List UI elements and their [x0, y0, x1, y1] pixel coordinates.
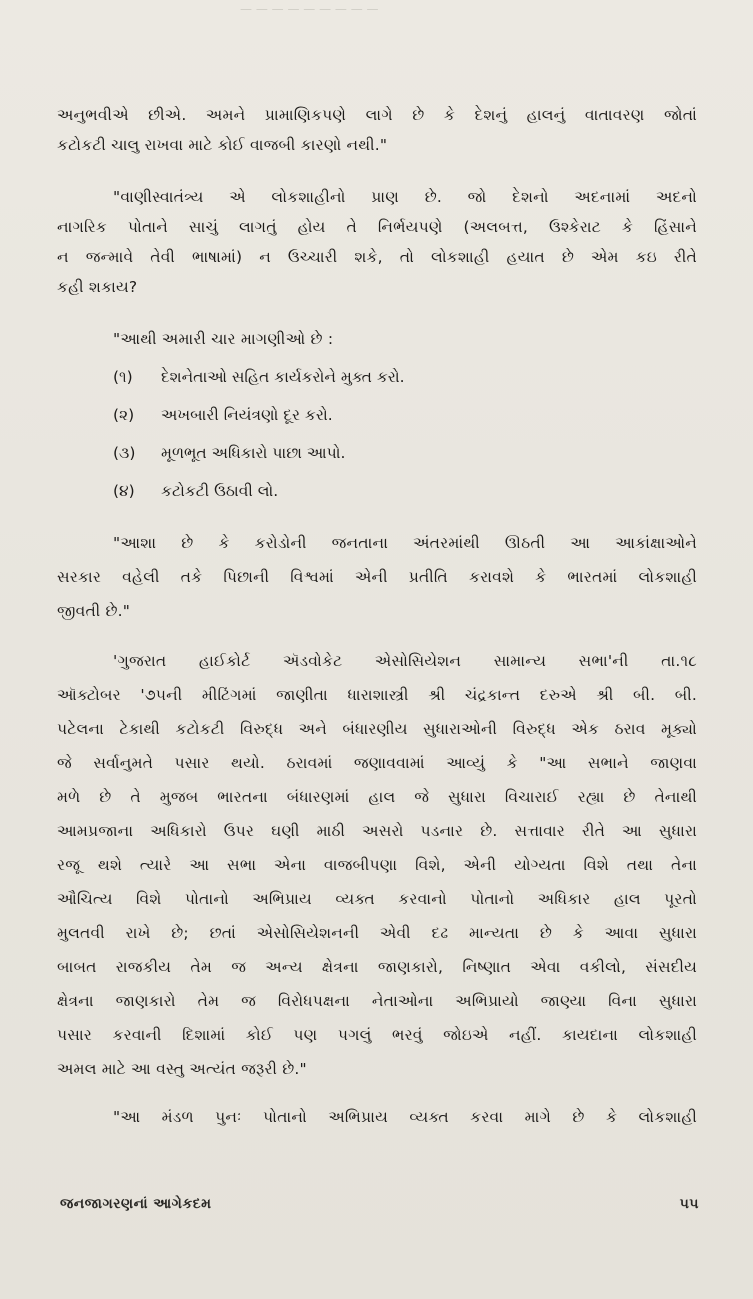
text-line: ઔચિત્ય વિશે પોતાનો અભિપ્રાય વ્યક્ત કરવાનો પોતાનો અધિકાર હાલ પૂરતો [57, 890, 697, 908]
text-line: આમપ્રજાના અધિકારો ઉપર ઘણી માઠી અસરો પડનાર છે. સત્તાવાર રીતે આ સુધારા [57, 822, 697, 840]
demand-text: મૂળભૂત અધિકારો પાછા આપો. [161, 444, 346, 462]
text-line: અમલ માટે આ વસ્તુ અત્યંત જરૂરી છે." [57, 1060, 307, 1078]
text-line: પસાર કરવાની દિશામાં કોઈ પણ પગલું ભરવું જોઇએ નહીં. કાયદાના લોકશાહી [57, 1026, 697, 1044]
demand-text: કટોકટી ઉઠાવી લો. [161, 482, 279, 500]
text-line: નાગરિક પોતાને સાચું લાગતું હોય તે નિર્ભયપણે (અલબત્ત, ઉશ્કેરાટ કે હિંસાને [57, 218, 697, 236]
demand-list-item [113, 362, 405, 392]
demand-list-item [113, 476, 278, 506]
demand-text: દેશનેતાઓ સહિત કાર્યકરોને મુક્ત કરો. [161, 368, 405, 386]
text-line: કટોકટી ચાલુ રાખવા માટે કોઈ વાજબી કારણો નથી." [57, 136, 388, 154]
text-line: ઑક્ટોબર '૭૫ની મીટિંગમાં જાણીતા ધારાશાસ્ત્રી શ્રી ચંદ્રકાન્ત દરુએ શ્રી બી. બી. [57, 686, 697, 704]
demand-text: અખબારી નિયંત્રણો દૂર કરો. [161, 406, 333, 424]
text-line: 'ગુજરાત હાઈકોર્ટ ઍડવોકેટ એસોસિયેશન સામાન્ય સભા'ની તા.૧૮ [113, 652, 697, 670]
demand-list-item [113, 438, 346, 468]
demand-number: (૩) [113, 444, 136, 462]
demand-number: (૧) [113, 368, 133, 386]
demand-number: (૨) [113, 406, 135, 424]
demand-list-item [113, 400, 333, 430]
running-footer-title: જનજાગરણનાં આગેકદમ [60, 1196, 212, 1212]
text-line: સરકાર વહેલી તકે પિછાની વિશ્વમાં એની પ્રતીતિ કરાવશે કે ભારતમાં લોકશાહી [57, 568, 697, 586]
text-line: જીવતી છે." [57, 602, 131, 620]
text-line: કહી શકાય? [57, 278, 138, 296]
text-line: પટેલના ટેકાથી કટોકટી વિરુદ્ધ અને બંધારણીય સુધારાઓની વિરુદ્ધ એક ઠરાવ મૂક્યો [57, 720, 697, 738]
text-line: "વાણીસ્વાતંત્ર્ય એ લોકશાહીનો પ્રાણ છે. જો દેશનો અદનામાં અદનો [113, 188, 697, 206]
text-line: "આશા છે કે કરોડોની જનતાના અંતરમાંથી ઊઠતી આ આકાંક્ષાઓને [113, 534, 697, 552]
text-line: મળે છે તે મુજબ ભારતના બંધારણમાં હાલ જે સુધારા વિચારાઈ રહ્યા છે તેનાથી [57, 788, 697, 806]
text-line: "આથી અમારી ચાર માગણીઓ છે : [113, 330, 334, 348]
text-line: મુલતવી રાખે છે; છતાં એસોસિયેશનની એવી દઢ માન્યતા છે કે આવા સુધારા [57, 924, 697, 942]
text-line: અનુભવીએ છીએ. અમને પ્રામાણિકપણે લાગે છે કે દેશનું હાલનું વાતાવરણ જોતાં [57, 106, 697, 124]
show-through-decoration: — — — — — — — — — [240, 2, 379, 16]
text-line: "આ મંડળ પુનઃ પોતાનો અભિપ્રાય વ્યક્ત કરવા માગે છે કે લોકશાહી [113, 1108, 697, 1126]
text-line: ન જન્માવે તેવી ભાષામાં) ન ઉચ્ચારી શકે, તો લોકશાહી હયાત છે એમ કઇ રીતે [57, 248, 697, 266]
page-number: ૫૫ [679, 1196, 699, 1212]
text-line: જે સર્વાનુમતે પસાર થયો. ઠરાવમાં જણાવવામાં આવ્યું કે "આ સભાને જાણવા [57, 754, 697, 772]
demand-number: (૪) [113, 482, 135, 500]
text-line: રજૂ થશે ત્યારે આ સભા એના વાજબીપણા વિશે, એની યોગ્યતા વિશે તથા તેના [57, 856, 697, 874]
text-line: બાબત રાજકીય તેમ જ અન્ય ક્ષેત્રના જાણકારો, નિષ્ણાત એવા વકીલો, સંસદીય [57, 958, 697, 976]
text-line: ક્ષેત્રના જાણકારો તેમ જ વિરોધપક્ષના નેતાઓના અભિપ્રાયો જાણ્યા વિના સુધારા [57, 992, 697, 1010]
